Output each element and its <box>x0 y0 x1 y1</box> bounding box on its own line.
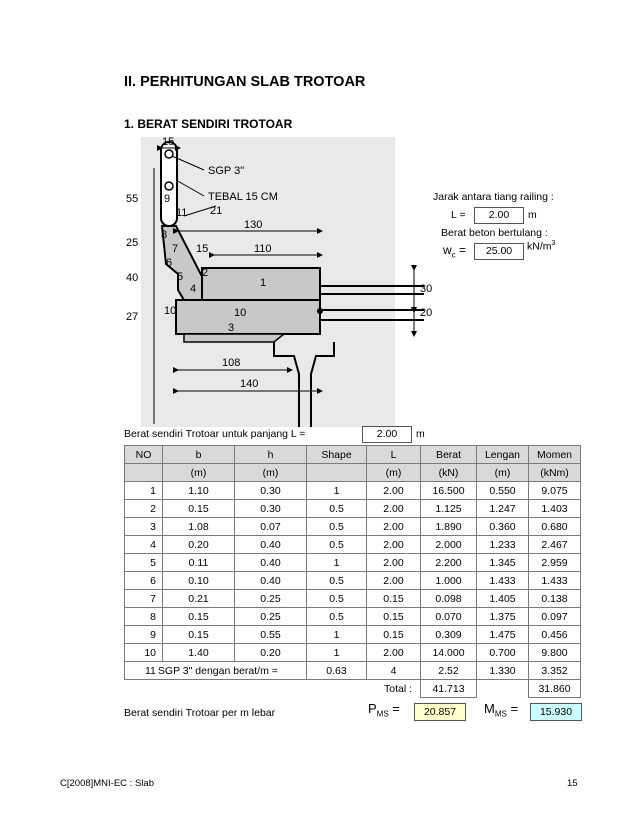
part-11-label: 11 <box>176 207 188 219</box>
table-intro-label: Berat sendiri Trotoar untuk panjang L = <box>124 428 306 440</box>
per-m-label: Berat sendiri Trotoar per m lebar <box>124 707 276 719</box>
cell-b[interactable]: 1.40 <box>163 644 235 662</box>
cell-b[interactable]: 1.08 <box>163 518 235 536</box>
cell-no[interactable]: 7 <box>125 590 163 608</box>
cell-no[interactable]: 8 <box>125 608 163 626</box>
cell-momen[interactable]: 1.433 <box>529 572 581 590</box>
cell-b[interactable]: 0.21 <box>163 590 235 608</box>
part-5-label: 5 <box>177 271 184 283</box>
part-9-label: 9 <box>164 193 171 205</box>
cell-no[interactable]: 6 <box>125 572 163 590</box>
cell-momen[interactable]: 9.800 <box>529 644 581 662</box>
cell-no: 11 <box>145 664 156 677</box>
cell-no[interactable]: 5 <box>125 554 163 572</box>
cell-berat[interactable]: 1.890 <box>421 518 477 536</box>
part-10a-label: 10 <box>164 305 177 317</box>
cell-momen[interactable]: 9.075 <box>529 482 581 500</box>
wc-label: $w_c$ = <box>443 243 467 260</box>
total-label: Total : <box>383 682 412 695</box>
col-header-berat: Berat <box>421 446 477 464</box>
footer-page-number: 15 <box>567 778 578 789</box>
cell-no[interactable]: 4 <box>125 536 163 554</box>
subsection-heading: 1. BERAT SENDIRI TROTOAR <box>124 117 293 131</box>
col-header-L: L <box>367 446 421 464</box>
cell-h[interactable]: 0.20 <box>235 644 307 662</box>
part-6-label: 6 <box>166 257 173 269</box>
total-momen[interactable]: 31.860 <box>529 680 581 698</box>
pms-value-cell[interactable]: 20.857 <box>414 703 466 721</box>
section-heading: II. PERHITUNGAN SLAB TROTOAR <box>124 74 366 90</box>
tebal-label: TEBAL 15 CM <box>208 191 278 203</box>
table-intro-value[interactable]: 2.00 <box>362 426 412 443</box>
cell-lengan[interactable]: 1.345 <box>477 554 529 572</box>
cell-lengan[interactable]: 1.247 <box>477 500 529 518</box>
cell-L[interactable]: 2.00 <box>367 482 421 500</box>
part-2-label: 2 <box>202 267 209 279</box>
cell-b[interactable]: 0.11 <box>163 554 235 572</box>
table-intro-unit: m <box>416 428 425 440</box>
dim-55-label: 55 <box>126 193 139 205</box>
table-row <box>125 482 581 500</box>
table-header-row <box>125 446 581 464</box>
cell-no[interactable]: 9 <box>125 626 163 644</box>
unit-berat: (kN) <box>421 464 477 482</box>
cell-momen[interactable]: 2.959 <box>529 554 581 572</box>
col-header-h: h <box>235 446 307 464</box>
cell-shape[interactable]: 1 <box>307 554 367 572</box>
cell-h[interactable]: 0.25 <box>235 608 307 626</box>
cell-h[interactable]: 0.55 <box>235 626 307 644</box>
cell-shape[interactable]: 0.5 <box>307 608 367 626</box>
unit-h: (m) <box>235 464 307 482</box>
cell-no[interactable]: 10 <box>125 644 163 662</box>
dim-20-label: 20 <box>420 307 433 319</box>
table-row <box>125 554 581 572</box>
table-row <box>125 500 581 518</box>
cell-momen[interactable]: 3.352 <box>529 662 581 680</box>
cell-lengan[interactable]: 1.433 <box>477 572 529 590</box>
wc-value-cell[interactable]: 25.00 <box>474 243 524 260</box>
cell-lengan[interactable]: 0.360 <box>477 518 529 536</box>
table-row <box>125 590 581 608</box>
cell-L[interactable]: 2.00 <box>367 518 421 536</box>
cell-lengan[interactable]: 1.375 <box>477 608 529 626</box>
jarak-label: Jarak antara tiang railing : <box>433 191 554 203</box>
dim-110-label: 110 <box>254 243 272 255</box>
dim-15b-label: 15 <box>196 243 209 255</box>
cell-momen[interactable]: 0.680 <box>529 518 581 536</box>
dim-130-label: 130 <box>244 219 263 231</box>
sgp-pipe-bottom <box>165 182 173 190</box>
cell-berat[interactable]: 0.070 <box>421 608 477 626</box>
dim-30-label: 30 <box>420 283 433 295</box>
cell-shape[interactable]: 0.5 <box>307 572 367 590</box>
cell-lengan[interactable]: 0.550 <box>477 482 529 500</box>
cell-lengan[interactable]: 1.330 <box>477 662 529 680</box>
part-4-label: 4 <box>190 283 197 295</box>
dim-108-label: 108 <box>222 357 241 369</box>
cell-shape[interactable]: 1 <box>307 644 367 662</box>
cell-berat[interactable]: 0.098 <box>421 590 477 608</box>
cell-no[interactable]: 2 <box>125 500 163 518</box>
col-header-shape: Shape <box>307 446 367 464</box>
dim-21-label: 21 <box>210 205 223 217</box>
total-spacer <box>477 680 529 698</box>
col-header-momen: Momen <box>529 446 581 464</box>
L-value-cell[interactable]: 2.00 <box>474 207 524 224</box>
dim-15-label: 15 <box>162 136 175 148</box>
cell-momen[interactable]: 0.138 <box>529 590 581 608</box>
cell-shape[interactable]: 1 <box>307 626 367 644</box>
unit-b: (m) <box>163 464 235 482</box>
cell-L[interactable]: 4 <box>367 662 421 680</box>
cell-sgp-weight[interactable]: 0.63 <box>307 662 367 680</box>
cell-berat[interactable]: 16.500 <box>421 482 477 500</box>
berat-beton-label: Berat beton bertulang : <box>441 227 548 239</box>
footer-left: C[2008]MNI-EC : Slab <box>60 778 154 789</box>
table-row <box>125 644 581 662</box>
unit-L: (m) <box>367 464 421 482</box>
total-berat[interactable]: 41.713 <box>421 680 477 698</box>
mms-label: $M_{MS}$ = <box>484 701 519 719</box>
table-total-row <box>125 680 581 698</box>
cell-no[interactable]: 3 <box>125 518 163 536</box>
cell-L[interactable]: 2.00 <box>367 500 421 518</box>
cell-L[interactable]: 2.00 <box>367 644 421 662</box>
cell-h[interactable]: 0.07 <box>235 518 307 536</box>
part-3-label: 3 <box>228 322 235 334</box>
part-7-label: 7 <box>172 243 179 255</box>
cell-L[interactable]: 0.15 <box>367 590 421 608</box>
table-units-row <box>125 464 581 482</box>
cell-b[interactable]: 0.10 <box>163 572 235 590</box>
sgp-weight-label: SGP 3" dengan berat/m = <box>157 664 278 677</box>
cell-lengan[interactable]: 0.700 <box>477 644 529 662</box>
cell-L[interactable]: 0.15 <box>367 626 421 644</box>
deck-slab <box>176 300 320 334</box>
cell-shape[interactable]: 0.5 <box>307 518 367 536</box>
cell-shape[interactable]: 0.5 <box>307 500 367 518</box>
col-header-no: NO <box>125 446 163 464</box>
sgp-label: SGP 3" <box>208 165 245 177</box>
cell-momen[interactable]: 2.467 <box>529 536 581 554</box>
cell-b[interactable]: 0.15 <box>163 608 235 626</box>
part-10b-label: 10 <box>234 307 247 319</box>
table-row-sgp <box>125 662 581 680</box>
col-header-lengan: Lengan <box>477 446 529 464</box>
cell-b[interactable]: 1.10 <box>163 482 235 500</box>
part-1-label: 1 <box>260 277 267 289</box>
unit-shape <box>307 464 367 482</box>
dim-25-label: 25 <box>126 237 139 249</box>
L-label: L = <box>451 209 466 221</box>
cell-sgp <box>125 662 307 680</box>
cell-lengan[interactable]: 1.233 <box>477 536 529 554</box>
cell-lengan[interactable]: 1.405 <box>477 590 529 608</box>
cell-h[interactable]: 0.40 <box>235 554 307 572</box>
cell-shape[interactable]: 0.5 <box>307 590 367 608</box>
cell-berat[interactable]: 2.000 <box>421 536 477 554</box>
cell-L[interactable]: 2.00 <box>367 554 421 572</box>
table-row <box>125 608 581 626</box>
pms-label: $P_{MS}$ = <box>368 701 400 719</box>
cell-berat[interactable]: 1.000 <box>421 572 477 590</box>
table-row <box>125 536 581 554</box>
cell-h[interactable]: 0.40 <box>235 536 307 554</box>
table-row <box>125 572 581 590</box>
sidewalk-cross-section-drawing <box>124 134 580 429</box>
cell-berat[interactable]: 2.52 <box>421 662 477 680</box>
sgp-pipe-top <box>165 150 173 158</box>
cell-no[interactable]: 1 <box>125 482 163 500</box>
cell-b[interactable]: 0.15 <box>163 626 235 644</box>
cell-berat[interactable]: 0.309 <box>421 626 477 644</box>
cell-L[interactable]: 2.00 <box>367 572 421 590</box>
cell-h[interactable]: 0.30 <box>235 500 307 518</box>
table-row <box>125 626 581 644</box>
mms-value-cell[interactable]: 15.930 <box>530 703 582 721</box>
cell-b[interactable]: 0.20 <box>163 536 235 554</box>
cell-berat[interactable]: 1.125 <box>421 500 477 518</box>
unit-lengan: (m) <box>477 464 529 482</box>
unit-no <box>125 464 163 482</box>
part-8-label: 8 <box>161 229 168 241</box>
dim-40-label: 40 <box>126 272 139 284</box>
unit-momen: (kNm) <box>529 464 581 482</box>
dim-140-label: 140 <box>240 378 259 390</box>
cell-h[interactable]: 0.40 <box>235 572 307 590</box>
col-header-b: b <box>163 446 235 464</box>
haunch-section <box>184 334 284 342</box>
cell-momen[interactable]: 0.456 <box>529 626 581 644</box>
cell-shape[interactable]: 1 <box>307 482 367 500</box>
cell-h[interactable]: 0.25 <box>235 590 307 608</box>
cell-berat[interactable]: 14.000 <box>421 644 477 662</box>
cell-lengan[interactable]: 1.475 <box>477 626 529 644</box>
cell-h[interactable]: 0.30 <box>235 482 307 500</box>
cell-b[interactable]: 0.15 <box>163 500 235 518</box>
cell-shape[interactable]: 0.5 <box>307 536 367 554</box>
table-row <box>125 518 581 536</box>
cell-L[interactable]: 2.00 <box>367 536 421 554</box>
cell-berat[interactable]: 2.200 <box>421 554 477 572</box>
dim-27-label: 27 <box>126 311 139 323</box>
wc-unit: $kN/m^3$ <box>527 240 556 253</box>
cell-momen[interactable]: 1.403 <box>529 500 581 518</box>
weight-calculation-table <box>124 445 581 698</box>
cell-momen[interactable]: 0.097 <box>529 608 581 626</box>
cell-L[interactable]: 0.15 <box>367 608 421 626</box>
L-unit: m <box>528 209 537 221</box>
